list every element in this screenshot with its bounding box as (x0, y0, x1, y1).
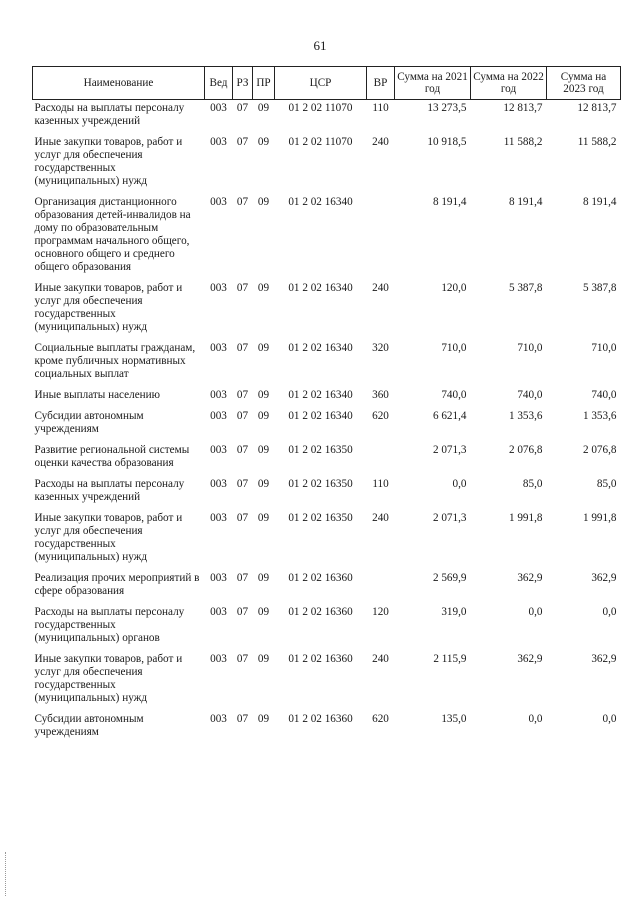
row-sum-2023: 11 588,2 (577, 136, 617, 148)
row-ved: 003 (210, 196, 227, 208)
table-row (33, 340, 621, 387)
row-sum-2023: 85,0 (596, 478, 617, 490)
row-csr: 01 2 02 16360 (288, 606, 353, 618)
row-sum-2021: 2 115,9 (433, 653, 467, 665)
row-vr: 240 (372, 136, 389, 148)
row-sum-2022: 0,0 (528, 713, 543, 725)
row-pr: 09 (257, 342, 270, 354)
row-ved: 003 (210, 713, 227, 725)
row-sum-2021: 740,0 (441, 389, 467, 401)
row-sum-2023: 0,0 (602, 713, 617, 725)
header-ved: Вед (205, 67, 233, 100)
row-sum-2022: 12 813,7 (503, 102, 543, 114)
row-name: Иные закупки товаров, работ и услуг для обеспечения государственных (муниципальных) нужд (34, 653, 183, 704)
row-sum-2021: 319,0 (441, 606, 467, 618)
row-name: Расходы на выплаты персоналу государственных (муниципальных) органов (34, 606, 185, 644)
row-pr: 09 (257, 410, 270, 422)
row-pr: 09 (257, 572, 270, 584)
row-sum-2023: 362,9 (591, 653, 617, 665)
row-name: Реализация прочих мероприятий в сфере образования (34, 572, 200, 597)
row-sum-2021: 13 273,5 (427, 102, 467, 114)
row-rz: 07 (236, 478, 249, 490)
row-vr: 110 (372, 478, 389, 490)
row-name: Иные выплаты населению (34, 389, 160, 401)
row-pr: 09 (257, 389, 270, 401)
row-ved: 003 (210, 389, 227, 401)
header-rz: РЗ (233, 67, 253, 100)
table-row (33, 387, 621, 408)
row-vr: 620 (372, 713, 389, 725)
row-sum-2022: 362,9 (517, 572, 543, 584)
row-ved: 003 (210, 410, 227, 422)
table-row (33, 651, 621, 711)
row-sum-2023: 362,9 (591, 572, 617, 584)
row-sum-2022: 0,0 (528, 606, 543, 618)
row-sum-2021: 0,0 (452, 478, 467, 490)
row-name: Иные закупки товаров, работ и услуг для обеспечения государственных (муниципальных) нужд (34, 136, 183, 187)
row-sum-2023: 8 191,4 (582, 196, 617, 208)
row-name: Субсидии автономным учреждениям (34, 410, 144, 435)
row-csr: 01 2 02 16350 (288, 478, 353, 490)
row-vr (367, 442, 395, 476)
row-rz: 07 (236, 572, 249, 584)
row-rz: 07 (236, 606, 249, 618)
row-sum-2021: 2 569,9 (432, 572, 467, 584)
row-name: Организация дистанционного образования детей-инвалидов на дому по образовательным программам начального общего, основного общего и среднего общего образования (34, 196, 191, 273)
row-vr: 110 (372, 102, 389, 114)
row-ved: 003 (210, 653, 227, 665)
row-pr: 09 (257, 512, 270, 524)
row-pr: 09 (257, 282, 270, 294)
row-csr: 01 2 02 11070 (288, 136, 353, 148)
table-row (33, 280, 621, 340)
row-rz: 07 (236, 342, 249, 354)
row-rz: 07 (236, 389, 249, 401)
row-csr: 01 2 02 16340 (288, 389, 353, 401)
row-vr (367, 194, 395, 280)
row-sum-2022: 85,0 (522, 478, 543, 490)
row-ved: 003 (210, 572, 227, 584)
row-name: Социальные выплаты гражданам, кроме публичных нормативных социальных выплат (34, 342, 196, 380)
header-vr: ВР (367, 67, 395, 100)
table-row (33, 408, 621, 442)
header-name: Наименование (33, 67, 205, 100)
row-pr: 09 (257, 136, 270, 148)
row-vr (367, 570, 395, 604)
table-row (33, 604, 621, 651)
row-sum-2023: 740,0 (591, 389, 617, 401)
page-number: 61 (313, 38, 327, 53)
table-row (33, 476, 621, 510)
row-pr: 09 (257, 606, 270, 618)
row-sum-2022: 11 588,2 (503, 136, 543, 148)
header-sum-2021: Сумма на 2021 год (395, 67, 471, 100)
row-csr: 01 2 02 16360 (288, 653, 353, 665)
row-sum-2021: 2 071,3 (432, 444, 467, 456)
row-rz: 07 (236, 512, 249, 524)
header-pr: ПР (253, 67, 275, 100)
row-vr: 240 (372, 282, 389, 294)
table-header-row (33, 67, 621, 100)
row-name: Расходы на выплаты персоналу казенных учреждений (34, 102, 185, 127)
margin-marks (5, 852, 8, 896)
row-ved: 003 (210, 606, 227, 618)
row-sum-2021: 10 918,5 (427, 136, 467, 148)
row-csr: 01 2 02 16360 (288, 713, 353, 725)
row-csr: 01 2 02 16340 (288, 342, 353, 354)
row-rz: 07 (236, 713, 249, 725)
row-ved: 003 (210, 444, 227, 456)
table-row (33, 100, 621, 135)
row-sum-2021: 710,0 (441, 342, 467, 354)
row-rz: 07 (236, 136, 249, 148)
row-sum-2023: 0,0 (602, 606, 617, 618)
row-ved: 003 (210, 282, 227, 294)
budget-table (32, 66, 621, 745)
row-name: Расходы на выплаты персоналу казенных учреждений (34, 478, 185, 503)
row-pr: 09 (257, 713, 270, 725)
row-sum-2023: 1 991,8 (582, 512, 617, 524)
row-ved: 003 (210, 342, 227, 354)
row-vr: 360 (372, 389, 389, 401)
row-sum-2022: 710,0 (517, 342, 543, 354)
row-vr: 240 (372, 512, 389, 524)
row-sum-2023: 1 353,6 (582, 410, 617, 422)
header-sum-2023: Сумма на 2023 год (547, 67, 621, 100)
row-csr: 01 2 02 16350 (288, 512, 353, 524)
row-name: Иные закупки товаров, работ и услуг для обеспечения государственных (муниципальных) нужд (34, 282, 183, 333)
row-rz: 07 (236, 410, 249, 422)
row-pr: 09 (257, 196, 270, 208)
row-vr: 240 (372, 653, 389, 665)
row-pr: 09 (257, 444, 270, 456)
table-row (33, 711, 621, 745)
row-sum-2022: 1 991,8 (508, 512, 543, 524)
row-ved: 003 (210, 136, 227, 148)
row-sum-2021: 6 621,4 (432, 410, 467, 422)
header-sum-2022: Сумма на 2022 год (471, 67, 547, 100)
row-csr: 01 2 02 16350 (288, 444, 353, 456)
table-row (33, 194, 621, 280)
row-sum-2022: 740,0 (517, 389, 543, 401)
row-pr: 09 (257, 653, 270, 665)
row-vr: 320 (372, 342, 389, 354)
table-row (33, 442, 621, 476)
row-rz: 07 (236, 196, 249, 208)
row-sum-2022: 8 191,4 (508, 196, 543, 208)
row-csr: 01 2 02 11070 (288, 102, 353, 114)
row-name: Иные закупки товаров, работ и услуг для обеспечения государственных (муниципальных) нужд (34, 512, 183, 563)
table-row (33, 570, 621, 604)
row-csr: 01 2 02 16360 (288, 572, 353, 584)
row-ved: 003 (210, 102, 227, 114)
row-sum-2021: 8 191,4 (432, 196, 467, 208)
row-csr: 01 2 02 16340 (288, 196, 353, 208)
row-vr: 120 (372, 606, 389, 618)
row-sum-2023: 2 076,8 (582, 444, 617, 456)
row-sum-2022: 5 387,8 (508, 282, 543, 294)
row-sum-2023: 710,0 (591, 342, 617, 354)
row-name: Субсидии автономным учреждениям (34, 713, 144, 738)
row-sum-2022: 1 353,6 (508, 410, 543, 422)
row-name: Развитие региональной системы оценки качества образования (34, 444, 190, 469)
header-csr: ЦСР (275, 67, 367, 100)
row-csr: 01 2 02 16340 (288, 282, 353, 294)
row-sum-2021: 135,0 (441, 713, 467, 725)
row-pr: 09 (257, 102, 270, 114)
row-ved: 003 (210, 512, 227, 524)
row-sum-2022: 2 076,8 (508, 444, 543, 456)
row-sum-2021: 2 071,3 (432, 512, 467, 524)
row-rz: 07 (236, 653, 249, 665)
row-sum-2022: 362,9 (517, 653, 543, 665)
row-vr: 620 (372, 410, 389, 422)
table-row (33, 134, 621, 194)
row-sum-2023: 5 387,8 (582, 282, 617, 294)
row-ved: 003 (210, 478, 227, 490)
row-sum-2023: 12 813,7 (577, 102, 617, 114)
row-pr: 09 (257, 478, 270, 490)
row-csr: 01 2 02 16340 (288, 410, 353, 422)
row-rz: 07 (236, 282, 249, 294)
row-rz: 07 (236, 444, 249, 456)
row-sum-2021: 120,0 (441, 282, 467, 294)
table-row (33, 510, 621, 570)
row-rz: 07 (236, 102, 249, 114)
